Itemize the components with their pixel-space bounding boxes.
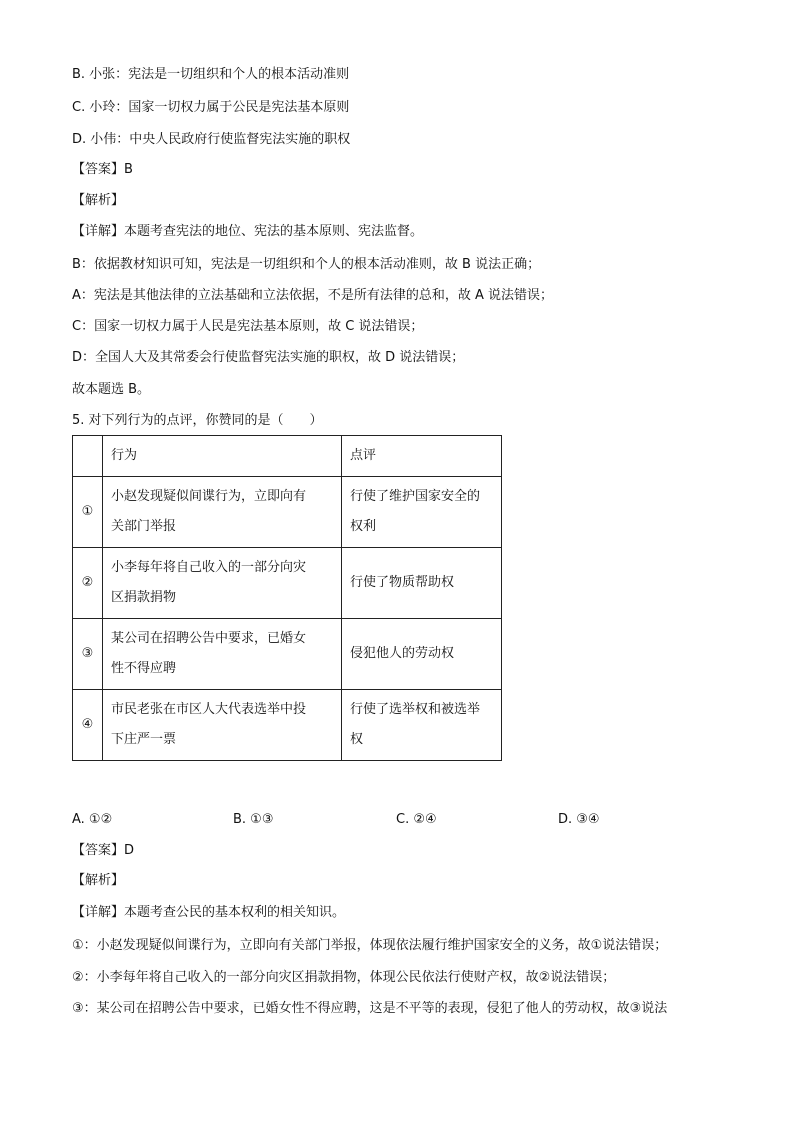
choice-b: B. ①③	[233, 812, 274, 827]
table-row	[73, 619, 502, 690]
detail-line: B：依据教材知识可知，宪法是一切组织和个人的根本活动准则，故 B 说法正确；	[72, 257, 541, 272]
table-header-cell: 点评	[342, 436, 502, 477]
comment-cell	[342, 690, 502, 761]
table-header-row	[73, 436, 502, 477]
cell-line: 关部门举报	[111, 519, 177, 534]
row-number: ②	[73, 548, 103, 619]
cell-line: 权	[350, 732, 364, 747]
row-number: ③	[73, 619, 103, 690]
cell-line: 权利	[350, 519, 377, 534]
cell-line: 某公司在招聘公告中要求，已婚女	[111, 631, 307, 646]
question-table	[72, 435, 502, 761]
row-number: ④	[73, 690, 103, 761]
answer-label: 【答案】B	[72, 162, 133, 177]
table-row	[73, 548, 502, 619]
detail-line: ①：小赵发现疑似间谍行为，立即向有关部门举报，体现依法履行维护国家安全的义务，故①说法错误；	[72, 938, 668, 953]
table-header-cell	[73, 436, 103, 477]
option-d: D. 小伟：中央人民政府行使监督宪法实施的职权	[72, 132, 351, 147]
detail-line: ③：某公司在招聘公告中要求，已婚女性不得应聘，这是不平等的表现，侵犯了他人的劳动权，故③说法	[72, 1001, 668, 1016]
table-row	[73, 690, 502, 761]
action-cell	[103, 619, 342, 690]
detail-line: 故本题选 B。	[72, 382, 151, 397]
analysis-label: 【解析】	[72, 873, 125, 888]
option-b: B. 小张：宪法是一切组织和个人的根本活动准则	[72, 67, 350, 82]
option-c: C. 小玲：国家一切权力属于公民是宪法基本原则	[72, 100, 350, 115]
choice-a: A. ①②	[72, 812, 113, 827]
cell-line: 行使了维护国家安全的	[350, 489, 481, 504]
table-header-cell: 行为	[103, 436, 342, 477]
action-cell	[103, 477, 342, 548]
cell-line: 侵犯他人的劳动权	[350, 646, 455, 661]
detail-line: C：国家一切权力属于人民是宪法基本原则，故 C 说法错误；	[72, 319, 424, 334]
action-cell	[103, 548, 342, 619]
action-cell	[103, 690, 342, 761]
cell-line: 行使了选举权和被选举	[350, 702, 481, 717]
cell-line: 小李每年将自己收入的一部分向灾	[111, 560, 307, 575]
cell-line: 性不得应聘	[111, 661, 177, 676]
cell-line: 市民老张在市区人大代表选举中投	[111, 702, 307, 717]
cell-line: 区捐款捐物	[111, 590, 177, 605]
cell-line: 下庄严一票	[111, 732, 177, 747]
choice-c: C. ②④	[396, 812, 437, 827]
comment-cell	[342, 548, 502, 619]
detail-line: ②：小李每年将自己收入的一部分向灾区捐款捐物，体现公民依法行使财产权，故②说法错误；	[72, 970, 616, 985]
detail-line: D：全国人大及其常委会行使监督宪法实施的职权，故 D 说法错误；	[72, 350, 465, 365]
answer-label: 【答案】D	[72, 843, 135, 858]
analysis-label: 【解析】	[72, 193, 125, 208]
detail-line: A：宪法是其他法律的立法基础和立法依据，不是所有法律的总和，故 A 说法错误；	[72, 288, 554, 303]
comment-cell	[342, 477, 502, 548]
detail-line: 【详解】本题考查宪法的地位、宪法的基本原则、宪法监督。	[72, 224, 424, 239]
comment-cell	[342, 619, 502, 690]
table-row	[73, 477, 502, 548]
choice-d: D. ③④	[558, 812, 600, 827]
cell-line: 行使了物质帮助权	[350, 575, 455, 590]
row-number: ①	[73, 477, 103, 548]
question-stem: 5. 对下列行为的点评，你赞同的是（ ）	[72, 413, 323, 428]
cell-line: 小赵发现疑似间谍行为，立即向有	[111, 489, 307, 504]
detail-line: 【详解】本题考查公民的基本权利的相关知识。	[72, 905, 346, 920]
